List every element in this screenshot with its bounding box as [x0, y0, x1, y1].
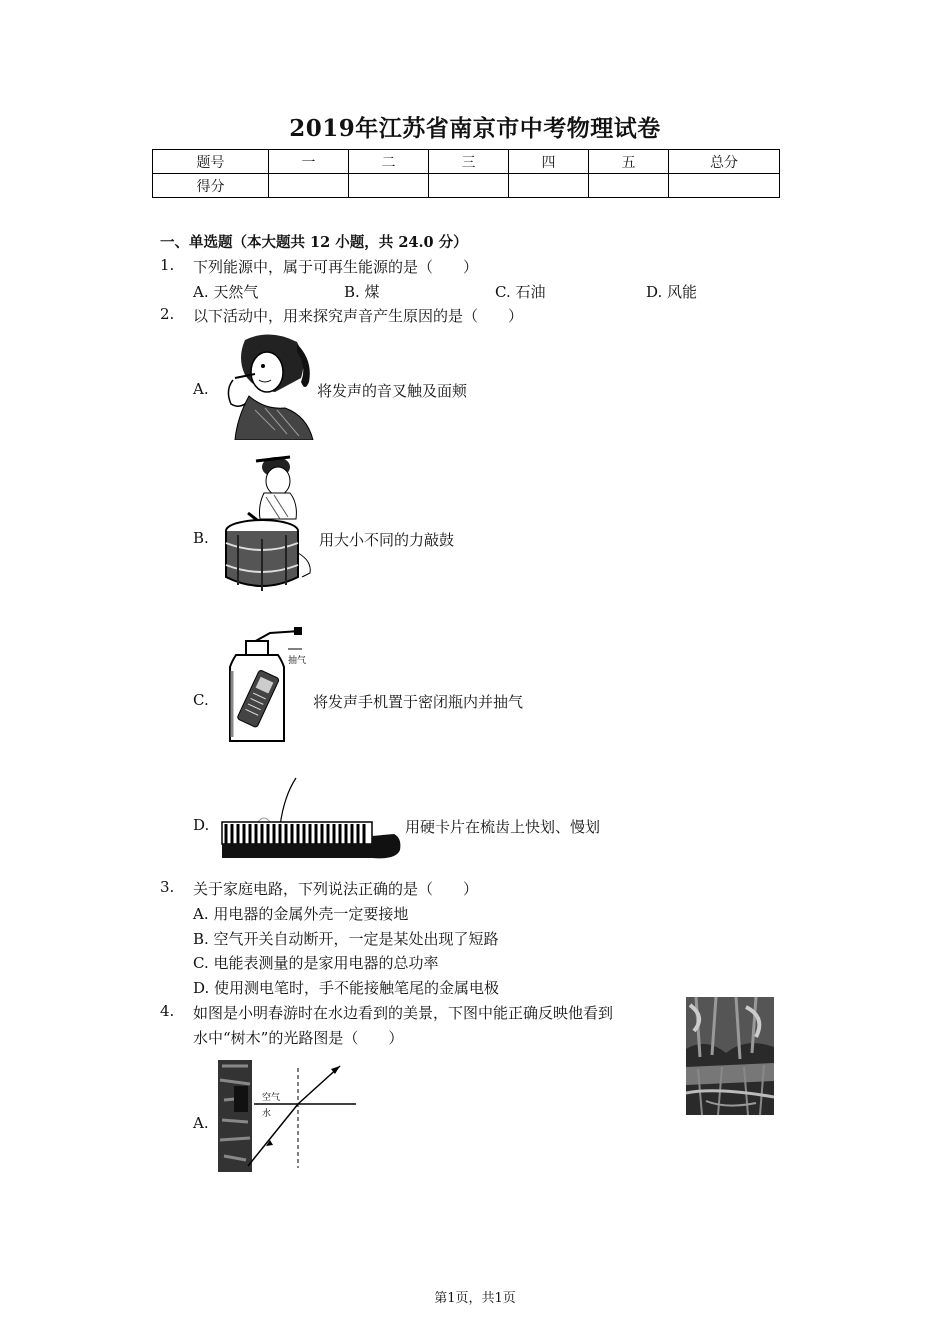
question-text: 关于家庭电路，下列说法正确的是（ ）: [193, 880, 479, 898]
figure-label-pump: 抽气: [288, 656, 307, 666]
option-letter: A.: [193, 380, 209, 398]
score-table: [152, 149, 780, 198]
score-table-header-row: [153, 150, 780, 174]
question-number: 3.: [160, 878, 175, 896]
score-cell: [349, 174, 429, 198]
score-cell: [589, 174, 669, 198]
question-number: 1.: [160, 256, 175, 274]
figure-label-water: 水: [262, 1109, 272, 1119]
option-b: B. 煤: [344, 283, 380, 301]
question-text: 以下活动中，用来探究声音产生原因的是（ ）: [193, 307, 524, 325]
score-cell: [669, 174, 780, 198]
score-header-cell: 一: [269, 150, 349, 174]
score-header-cell: 总分: [669, 150, 780, 174]
option-letter: A.: [193, 1114, 209, 1132]
question-text: 水中“树木”的光路图是（ ）: [193, 1029, 404, 1047]
option-a: A. 用电器的金属外壳一定要接地: [193, 905, 409, 923]
score-table-score-row: [153, 174, 780, 198]
score-header-cell: 三: [429, 150, 509, 174]
option-text: 用大小不同的力敲鼓: [319, 531, 455, 549]
page-footer: 第1页，共1页: [434, 1291, 516, 1306]
option-c: C. 石油: [495, 283, 546, 301]
question-number: 2.: [160, 305, 175, 323]
option-d: D. 风能: [646, 283, 698, 301]
option-c: C. 电能表测量的是家用电器的总功率: [193, 954, 439, 972]
option-letter: D.: [193, 816, 210, 834]
option-text: 将发声手机置于密闭瓶内并抽气: [313, 693, 524, 711]
page-title: 2019年江苏省南京市中考物理试卷: [289, 115, 661, 142]
option-text: 将发声的音叉触及面颊: [317, 382, 468, 400]
option-a: A. 天然气: [193, 283, 259, 301]
score-row-label: 得分: [153, 174, 269, 198]
tuning-fork-face-illustration: [215, 330, 315, 440]
score-cell: [509, 174, 589, 198]
sealed-jar-phone-illustration: [222, 627, 308, 745]
comb-card-illustration: [218, 776, 404, 864]
option-b: B. 空气开关自动断开，一定是某处出现了短路: [193, 930, 499, 948]
option-letter: B.: [193, 529, 209, 547]
score-cell: [429, 174, 509, 198]
section-heading: 一、单选题（本大题共 12 小题，共 24.0 分）: [160, 234, 468, 251]
question-text: 下列能源中，属于可再生能源的是（ ）: [193, 258, 479, 276]
score-header-cell: 四: [509, 150, 589, 174]
figure-label-air: 空气: [262, 1093, 281, 1103]
score-header-cell: 二: [349, 150, 429, 174]
score-header-cell: 五: [589, 150, 669, 174]
option-text: 用硬卡片在梳齿上快划、慢划: [405, 818, 601, 836]
option-d: D. 使用测电笔时，手不能接触笔尾的金属电极: [193, 979, 500, 997]
drum-illustration: [218, 453, 318, 595]
question-number: 4.: [160, 1002, 175, 1020]
waterside-photo: [686, 997, 774, 1115]
score-header-cell: 题号: [153, 150, 269, 174]
score-cell: [269, 174, 349, 198]
light-path-diagram-a: [218, 1060, 358, 1172]
option-letter: C.: [193, 691, 209, 709]
question-text: 如图是小明春游时在水边看到的美景，下图中能正确反映他看到: [193, 1004, 614, 1022]
